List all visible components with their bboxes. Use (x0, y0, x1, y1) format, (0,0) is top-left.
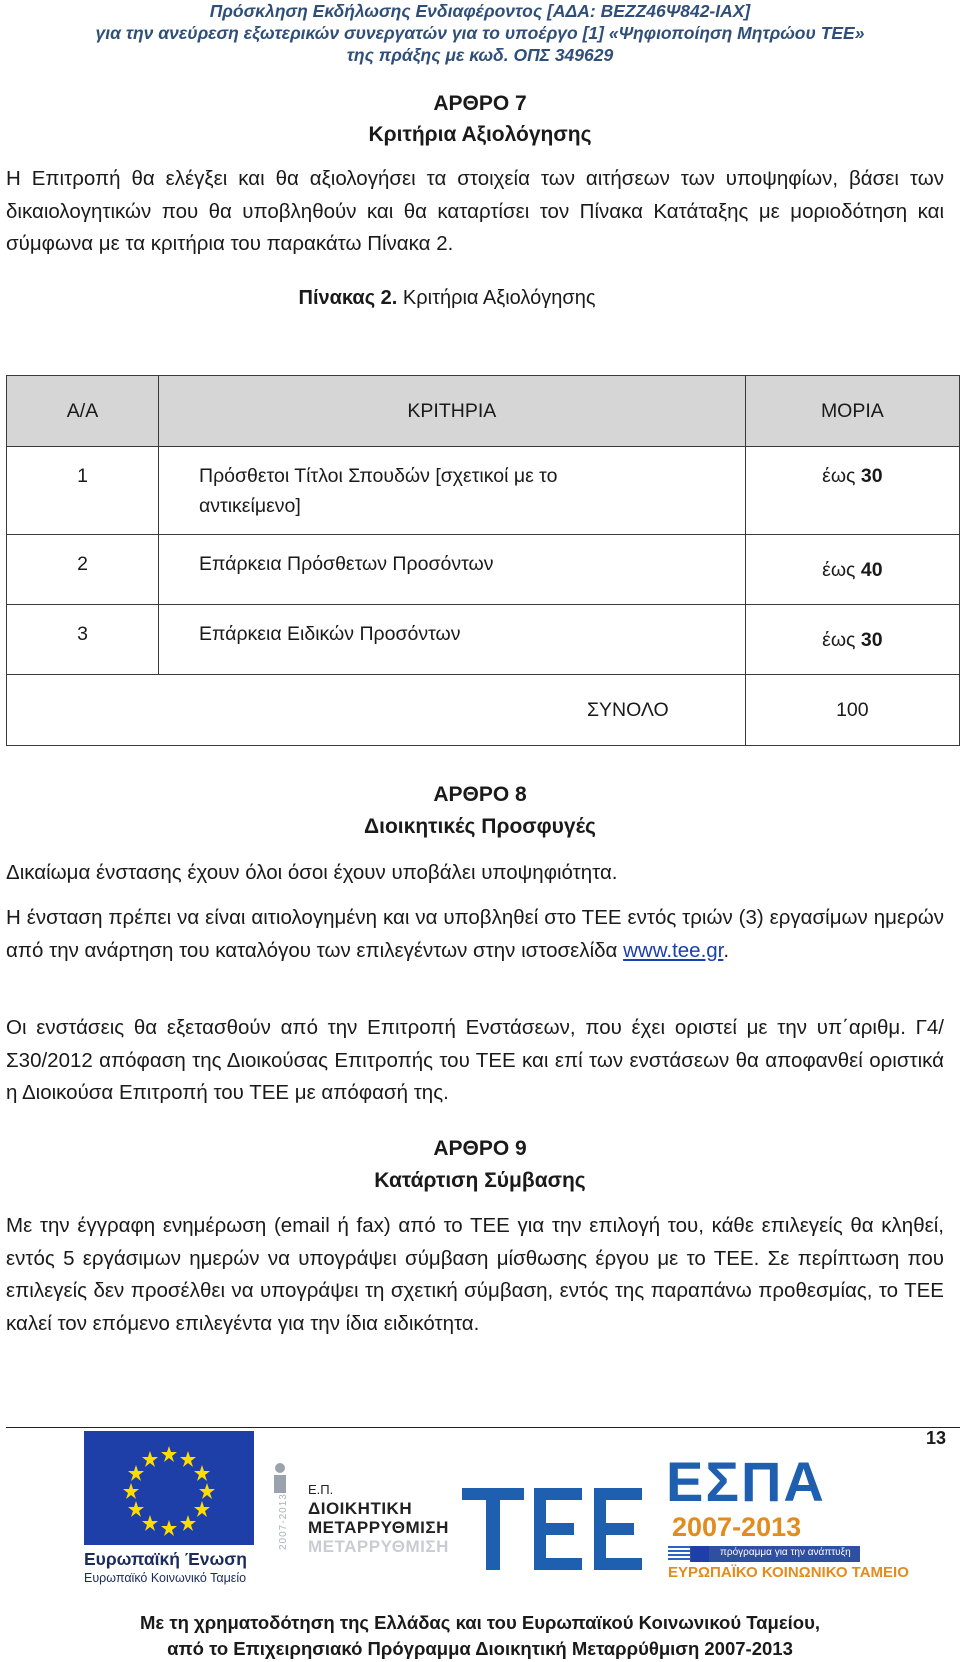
article-9-p1: Με την έγγραφη ενημέρωση (email ή fax) από το ΤΕΕ για την επιλογή του, κάθε επιλεγείς θα κληθεί, εντός 5 εργάσιμων ημερών να υπογράψει σύμβαση μίσθωσης έργου με το ΤΕΕ. Σε περίπτωση που επιλεγείς δεν προσέλθει να υπογράψει τη σχετική σύμβαση, εντός της παραπάνω προθεσμίας, το ΤΕΕ καλεί τον επόμενο επιλεγέντα για την ίδια ειδικότητα. (6, 1214, 944, 1335)
article-7-number: ΑΡΘΡΟ 7 (433, 92, 527, 115)
espa-logo (658, 1450, 909, 1582)
ep-label: Ε.Π. (308, 1482, 334, 1497)
ep-line-2-reflection: ΜΕΤΑΡΡΥΘΜΙΣΗ (308, 1537, 449, 1556)
espa-band: πρόγραμμα για την ανάπτυξη (668, 1546, 860, 1562)
table-row (7, 605, 960, 675)
ep-years: 2007-2013 (278, 1493, 289, 1550)
page-number: 13 (925, 1428, 946, 1448)
funding-statement (0, 1610, 960, 1662)
criteria-table (6, 375, 960, 746)
eu-title: Ευρωπαϊκή Ένωση (84, 1549, 247, 1569)
eu-small-flag-icon (691, 1546, 709, 1562)
article-8-p2: Η ένσταση πρέπει να είναι αιτιολογημένη και να υποβληθεί στο ΤΕΕ εντός τριών (3) εργασίμων ημερών από την ανάρτηση του καταλόγου των επιλεγέντων στην ιστοσελίδα www.tee.gr. (6, 906, 944, 962)
article-8-number: ΑΡΘΡΟ 8 (433, 783, 527, 806)
ep-line-2: ΜΕΤΑΡΡΥΘΜΙΣΗ (308, 1518, 449, 1537)
row-criterion: Επάρκεια Ειδικών Προσόντων (159, 605, 746, 675)
article-8-p1: Δικαίωμα ένστασης έχουν όλοι όσοι έχουν υποβάλει υποψηφιότητα. (6, 861, 618, 884)
row-criterion: Επάρκεια Πρόσθετων Προσόντων (159, 535, 746, 605)
greek-flag-icon (668, 1546, 690, 1562)
header-points: ΜΟΡΙΑ (745, 376, 959, 447)
ep-line-1: ΔΙΟΙΚΗΤΙΚΗ (308, 1499, 413, 1518)
eu-subtitle: Ευρωπαϊκό Κοινωνικό Ταμείο (84, 1571, 247, 1585)
table-row (7, 447, 960, 535)
article-9-title: Κατάρτιση Σύμβασης (374, 1169, 586, 1192)
document-header (0, 0, 960, 66)
table-total-row (7, 675, 960, 746)
eu-caption (84, 1548, 274, 1586)
funding-line-2: από το Επιχειρησιακό Πρόγραμμα Διοικητική Μεταρρύθμιση 2007-2013 (167, 1638, 793, 1659)
espa-fund: ΕΥΡΩΠΑΪΚΟ ΚΟΙΝΩΝΙΚΟ ΤΑΜΕΙΟ (668, 1564, 909, 1581)
table-caption (0, 283, 894, 313)
table-header-row (7, 376, 960, 447)
header-line-3: της πράξης με κωδ. ΟΠΣ 349629 (346, 45, 614, 65)
row-points: έως 30 (745, 605, 959, 675)
total-label: ΣΥΝΟΛΟ (7, 675, 746, 746)
header-line-1: Πρόσκληση Εκδήλωσης Ενδιαφέροντος [ΑΔΑ: ΒΕΖΖ46Ψ842-ΙΑΧ] (209, 1, 751, 21)
row-aa: 1 (7, 447, 159, 535)
article-9-number: ΑΡΘΡΟ 9 (433, 1137, 527, 1160)
row-points: έως 40 (745, 535, 959, 605)
article-8-title: Διοικητικές Προσφυγές (364, 815, 596, 838)
espa-title: ΕΣΠΑ (666, 1450, 826, 1513)
row-points: έως 30 (745, 447, 959, 535)
footer-divider (6, 1427, 960, 1428)
eu-logo (84, 1431, 254, 1555)
tee-logo-icon (462, 1488, 672, 1570)
person-icon (268, 1460, 298, 1500)
header-line-2: για την ανεύρεση εξωτερικών συνεργατών για το υποέργο [1] «Ψηφιοποίηση Μητρώου ΤΕΕ» (95, 23, 865, 43)
article-8-p3: Οι ενστάσεις θα εξετασθούν από την Επιτροπή Ενστάσεων, που έχει οριστεί με την υπ΄αριθμ. Γ4/Σ30/2012 απόφαση της Διοικούσας Επιτροπής του ΤΕΕ και επί των ενστάσεων θα αποφανθεί οριστικά η Διοικούσα Επιτροπή του ΤΕΕ με απόφασή της. (6, 1016, 944, 1104)
row-aa: 3 (7, 605, 159, 675)
table-caption-text: Κριτήρια Αξιολόγησης (397, 287, 596, 309)
svg-text:ΤΕΕ: ΤΕΕ (652, 1567, 656, 1569)
total-value: 100 (745, 675, 959, 746)
row-aa: 2 (7, 535, 159, 605)
header-aa: Α/Α (7, 376, 159, 447)
article-7-title: Κριτήρια Αξιολόγησης (368, 123, 592, 146)
row-criterion: Πρόσθετοι Τίτλοι Σπουδών [σχετικοί με το αντικείμενο] (159, 447, 746, 535)
tee-website-link[interactable]: www.tee.gr (623, 938, 724, 962)
ep-logo (268, 1460, 448, 1570)
table-row (7, 535, 960, 605)
header-criteria: ΚΡΙΤΗΡΙΑ (159, 376, 746, 447)
table-caption-label: Πίνακας 2. (298, 287, 398, 309)
article-7-intro: Η Επιτροπή θα ελέγξει και θα αξιολογήσει τα στοιχεία των αιτήσεων των υποψηφίων, βάσει των δικαιολογητικών που θα υποβληθούν και θα καταρτίσει τον Πίνακα Κατάταξης με μοριοδότηση και σύμφωνα με τα κριτήρια του παρακάτω Πίνακα 2. (6, 167, 944, 255)
espa-years: 2007-2013 (672, 1512, 802, 1542)
eu-flag-icon (84, 1431, 254, 1545)
funding-line-1: Με τη χρηματοδότηση της Ελλάδας και του Ευρωπαϊκού Κοινωνικού Ταμείου, (140, 1612, 820, 1633)
